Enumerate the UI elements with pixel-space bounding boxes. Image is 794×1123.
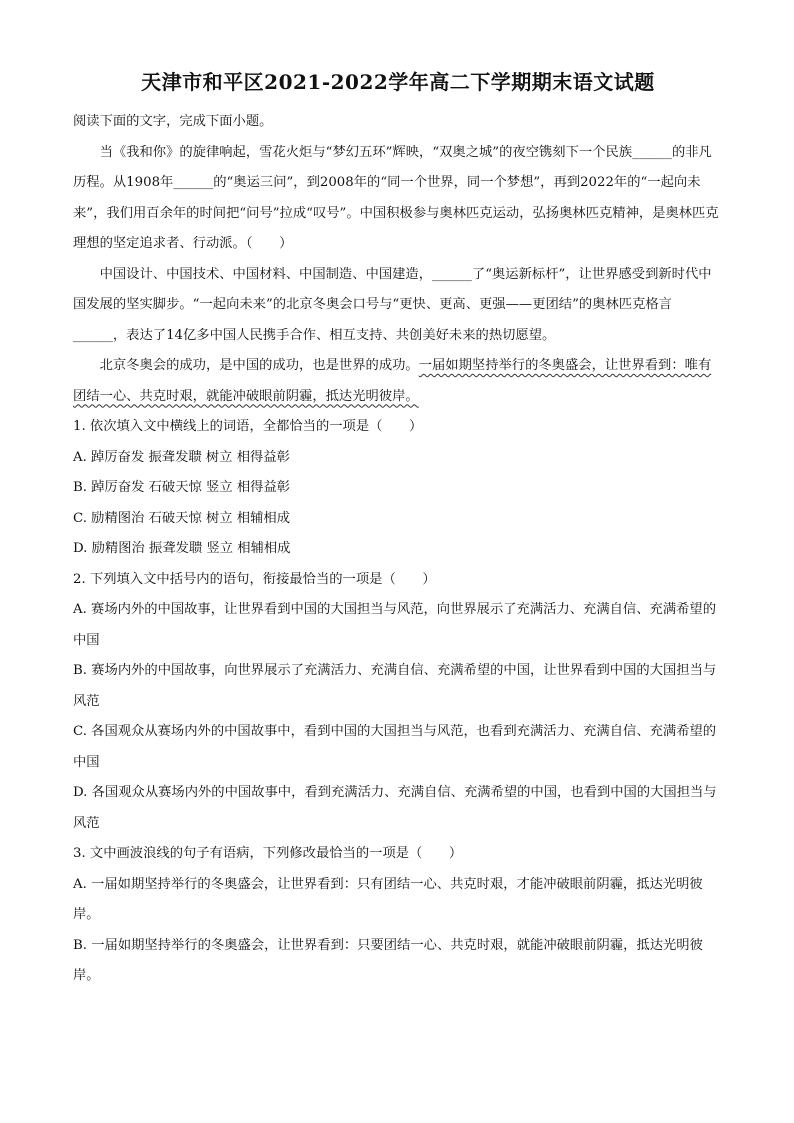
question-2-option-b: B. 赛场内外的中国故事，向世界展示了充满活力、充满自信、充满希望的中国，让世界看到中国的大国担当与风范	[73, 663, 717, 709]
passage-paragraph-3	[73, 351, 723, 412]
question-1-option-c: C. 励精图治 石破天惊 树立 相辅相成	[73, 510, 290, 526]
question-3-stem: 3. 文中画波浪线的句子有语病，下列修改最恰当的一项是（ ）	[73, 846, 463, 861]
document-page	[73, 66, 723, 992]
question-1-stem: 1. 依次填入文中横线上的词语，全都恰当的一项是（ ）	[73, 419, 423, 434]
question-3-option-a: A. 一届如期坚持举行的冬奥盛会，让世界看到：只有团结一心、共克时艰，才能冲破眼前阴霾，抵达光明彼岸。	[73, 876, 703, 922]
passage-paragraph-3-text: 北京冬奥会的成功，是中国的成功，也是世界的成功。	[99, 358, 419, 373]
document-title: 天津市和平区2021-2022学年高二下学期期末语文试题	[141, 70, 655, 94]
question-2-option-c: C. 各国观众从赛场内外的中国故事中，看到中国的大国担当与风范，也看到充满活力、充满自信、充满希望的中国	[73, 724, 717, 770]
question-1-option-d: D. 励精图治 振聋发聩 竖立 相辅相成	[73, 541, 291, 556]
passage-paragraph-1: 当《我和你》的旋律响起，雪花火炬与“梦幻五环”辉映，“双奥之城”的夜空镌刻下一个民族______的非凡历程。从1908年______的“奥运三问”，到2008年的“同一个世界，同一个梦想”，再到2022年的“一起向未来”，我们用百余年的时间把“问号”拉成“叹号”。中国积极参与奥林匹克运动，弘扬奥林匹克精神，是奥林匹克理想的坚定追求者、行动派。（ ）	[73, 144, 719, 251]
question-2-option-d: D. 各国观众从赛场内外的中国故事中，看到充满活力、充满自信、充满希望的中国，也看到中国的大国担当与风范	[73, 785, 717, 831]
passage-paragraph-2: 中国设计、中国技术、中国材料、中国制造、中国建造，______了“奥运新标杆”，让世界感受到新时代中国发展的坚实脚步。“一起向未来”的北京冬奥会口号与“更快、更高、更强——更团结”的奥林匹克格言______，表达了14亿多中国人民携手合作、相互支持、共创美好未来的热切愿望。	[73, 266, 712, 343]
wavy-underlined-sentence: 一届如期坚持举行的冬奥盛会，让世界看到：唯有团结一心、共克时艰，就能冲破眼前阴霾，抵达光明彼岸。	[73, 358, 712, 404]
question-1	[73, 412, 723, 565]
question-3	[73, 839, 723, 992]
question-1-option-a: A. 踔厉奋发 振聋发聩 树立 相得益彰	[73, 449, 290, 465]
question-2	[73, 565, 723, 840]
question-2-option-a: A. 赛场内外的中国故事，让世界看到中国的大国担当与风范，向世界展示了充满活力、充满自信、充满希望的中国	[73, 602, 717, 648]
question-1-option-b: B. 踔厉奋发 石破天惊 竖立 相得益彰	[73, 480, 291, 495]
question-3-option-b: B. 一届如期坚持举行的冬奥盛会，让世界看到：只要团结一心、共克时艰，就能冲破眼前阴霾，抵达光明彼岸。	[73, 937, 703, 983]
question-2-stem: 2. 下列填入文中括号内的语句，衔接最恰当的一项是（ ）	[73, 571, 436, 587]
reading-instruction: 阅读下面的文字，完成下面小题。	[73, 114, 273, 129]
